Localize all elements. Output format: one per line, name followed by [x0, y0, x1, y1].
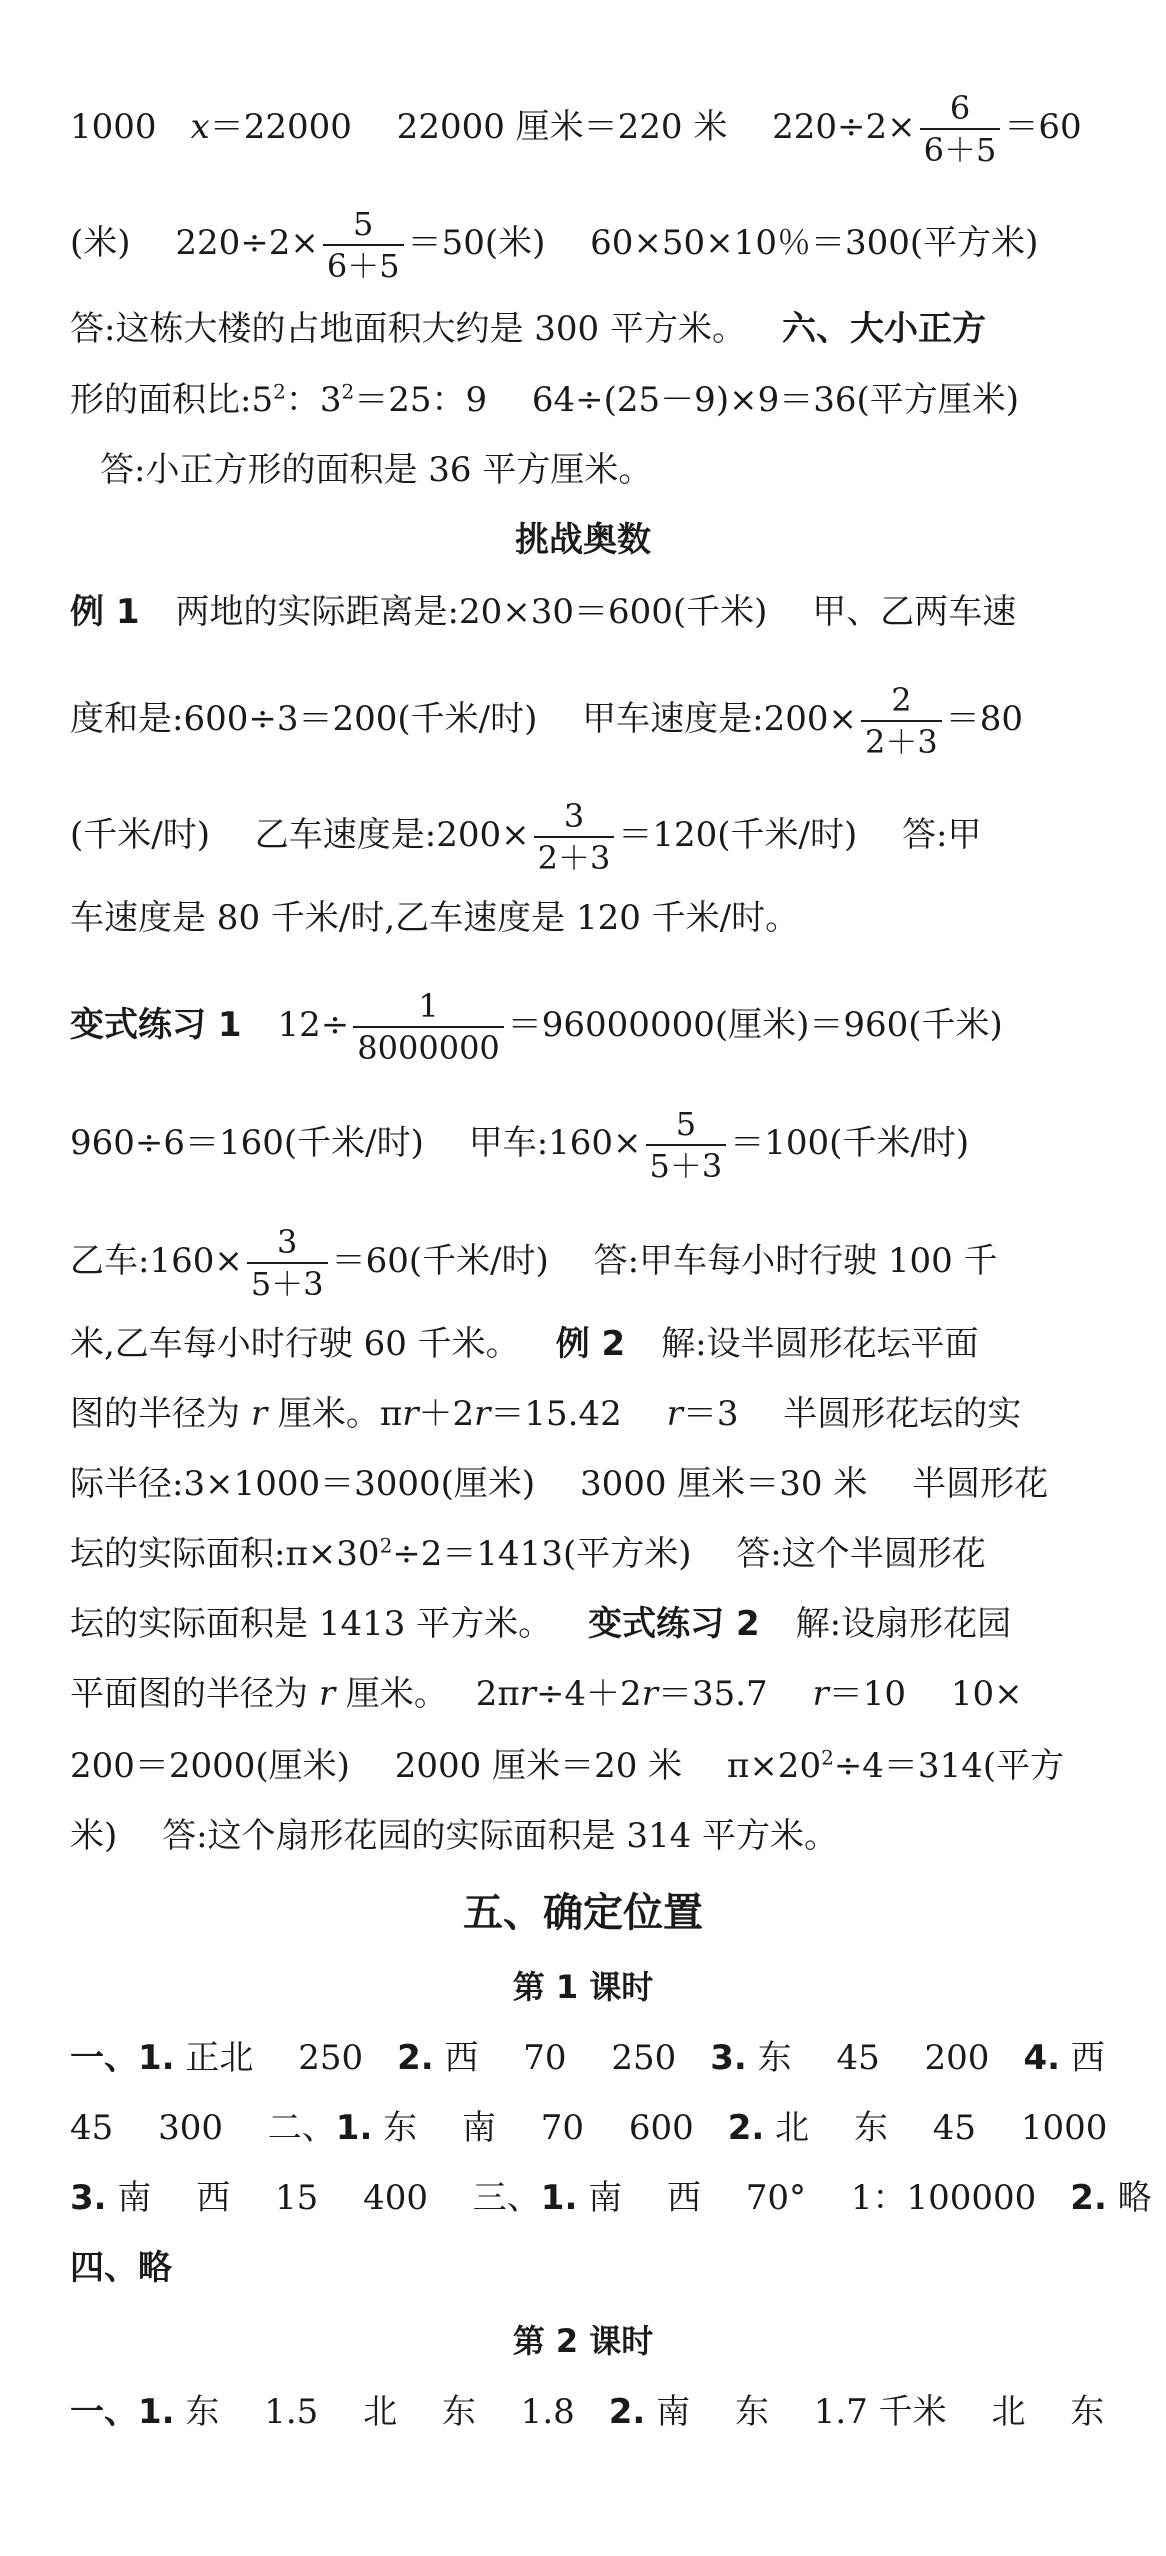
- fraction: [534, 797, 615, 877]
- text: 南 东 1.7 千米 北 东: [645, 2392, 1105, 2432]
- text-line-16: [70, 1532, 1100, 1576]
- variable-r: r: [666, 1394, 683, 1434]
- variable-r: r: [812, 1674, 829, 1714]
- item-number: 1.: [138, 2392, 175, 2432]
- item-number: 4.: [1023, 2038, 1061, 2078]
- variable-x: x: [190, 107, 210, 147]
- variable-r: r: [250, 1394, 268, 1434]
- text-line-22: [70, 2106, 1108, 2150]
- text: 北 东 45 1000: [764, 2108, 1108, 2148]
- item-number: 2.: [727, 2108, 765, 2148]
- denominator: 6＋5: [920, 128, 1001, 166]
- text: ＝60: [1004, 107, 1082, 147]
- text-line-21: [70, 2036, 1105, 2080]
- denominator: 8000000: [353, 1026, 504, 1064]
- text-line-9: [70, 896, 1100, 940]
- text: ÷2＝1413(平方米) 答:这个半圆形花: [392, 1534, 986, 1574]
- text: 际半径:3×1000＝3000(厘米) 3000 厘米＝30 米 半圆形花: [70, 1464, 1049, 1504]
- text: 形的面积比:5: [70, 380, 274, 420]
- text: 东 南 70 600: [372, 2108, 728, 2148]
- denominator: 5＋3: [646, 1144, 727, 1182]
- lesson-heading-1: 第 1 课时: [512, 1968, 654, 2006]
- text: 正北 250: [174, 2038, 398, 2078]
- text-line-18: [70, 1672, 1100, 1716]
- answer-text: 答:这栋大楼的占地面积大约是 300 平方米。: [70, 309, 746, 349]
- text-line-7: [70, 681, 1100, 761]
- text-line-25: [70, 2390, 1105, 2434]
- exponent: 2: [821, 1745, 834, 1770]
- answer-text: 米) 答:这个扇形花园的实际面积是 314 平方米。: [70, 1816, 839, 1856]
- text-line-20: [70, 1814, 1100, 1858]
- section-label: 一、: [70, 2392, 138, 2432]
- text: 平面图的半径为: [70, 1674, 319, 1714]
- text: 米,乙车每小时行驶 60 千米。: [70, 1324, 520, 1364]
- text-line-17: [70, 1602, 1100, 1646]
- text: 西: [1060, 2038, 1105, 2078]
- fraction: [646, 1105, 727, 1185]
- text: 解:设半圆形花坛平面: [661, 1324, 979, 1364]
- denominator: 2＋3: [861, 720, 942, 758]
- section-label: 六、大小正方: [781, 309, 986, 349]
- text: (米) 220÷2×: [70, 223, 319, 263]
- text: 南 西 15 400 三、: [106, 2178, 541, 2218]
- text-line-12: [70, 1223, 1100, 1303]
- chapter-heading: 五、确定位置: [463, 1890, 703, 1936]
- variable-r: r: [318, 1674, 336, 1714]
- text: 厘米。π: [267, 1394, 403, 1434]
- item-number: 2.: [397, 2038, 434, 2078]
- numerator: 1: [418, 987, 439, 1025]
- section-heading-challenge: 挑战奥数: [515, 520, 651, 560]
- text: 东 45 200: [746, 2038, 1024, 2078]
- text-line-3: [70, 307, 1100, 351]
- text: 12÷: [277, 1005, 350, 1045]
- item-number: 3.: [710, 2038, 747, 2078]
- text: 解:设扇形花园: [795, 1604, 1012, 1644]
- text: 乙车:160×: [70, 1241, 243, 1281]
- example-label: 例 2: [555, 1324, 626, 1364]
- text: 南 西 70° 1：100000: [577, 2178, 1071, 2218]
- text-line-5: [100, 448, 1130, 492]
- text: ＝100(千米/时): [730, 1123, 970, 1163]
- variable-r: r: [402, 1394, 419, 1434]
- item-number: 3.: [70, 2178, 107, 2218]
- text: ＝35.7: [657, 1674, 813, 1714]
- denominator: 2＋3: [534, 836, 615, 874]
- text: 45 300 二、: [70, 2108, 336, 2148]
- text: 两地的实际距离是:20×30＝600(千米) 甲、乙两车速: [175, 592, 1017, 632]
- text-line-1: [70, 89, 1100, 169]
- text: ＝60(千米/时) 答:甲车每小时行驶 100 千: [331, 1241, 998, 1281]
- fraction: [247, 1223, 328, 1303]
- text: ＝15.42: [490, 1394, 667, 1434]
- text: ＝50(米) 60×50×10％＝300(平方米): [407, 223, 1039, 263]
- text-line-11: [70, 1105, 1100, 1185]
- text: 略: [1106, 2178, 1152, 2218]
- text-line-8: [70, 797, 1100, 877]
- exponent: 2: [341, 379, 355, 404]
- text: (千米/时) 乙车速度是:200×: [70, 815, 530, 855]
- text-line-6: [70, 590, 1100, 634]
- text: ＝3 半圆形花坛的实: [682, 1394, 1022, 1434]
- fraction: [353, 987, 504, 1067]
- text: 坛的实际面积是 1413 平方米。: [70, 1604, 553, 1644]
- practice-label: 变式练习 2: [588, 1604, 760, 1644]
- exponent: 2: [273, 379, 286, 404]
- section-label: 一、: [70, 2038, 138, 2078]
- item-number: 1.: [138, 2038, 175, 2078]
- text: 度和是:600÷3＝200(千米/时) 甲车速度是:200×: [70, 699, 857, 739]
- item-number: 1.: [335, 2108, 373, 2148]
- numerator: 3: [277, 1223, 298, 1261]
- text-line-4: [70, 378, 1100, 422]
- variable-r: r: [474, 1394, 491, 1434]
- text: 厘米。 2π: [335, 1674, 520, 1714]
- text-line-2: [70, 205, 1100, 285]
- text: ＝120(千米/时) 答:甲: [618, 815, 982, 855]
- section-label: 四、略: [70, 2248, 172, 2288]
- text: ＝80: [945, 699, 1023, 739]
- item-number: 2.: [608, 2392, 646, 2432]
- text: ＋2: [418, 1394, 475, 1434]
- text: 东 1.5 北 东 1.8: [174, 2392, 609, 2432]
- text-line-23: [70, 2176, 1152, 2220]
- text-line-10: [70, 987, 1100, 1067]
- item-number: 1.: [540, 2178, 578, 2218]
- text-line-24: [70, 2246, 1100, 2290]
- text: 960÷6＝160(千米/时) 甲车:160×: [70, 1123, 642, 1163]
- text: 1000: [70, 107, 191, 147]
- numerator: 6: [949, 89, 971, 127]
- text: ＝22000 22000 厘米＝220 米 220÷2×: [209, 107, 916, 147]
- text-line-14: [70, 1392, 1100, 1436]
- lesson-heading-2: 第 2 课时: [512, 2322, 654, 2360]
- variable-r: r: [641, 1674, 658, 1714]
- item-number: 2.: [1070, 2178, 1107, 2218]
- text: 图的半径为: [70, 1394, 251, 1434]
- denominator: 5＋3: [247, 1262, 328, 1300]
- numerator: 5: [675, 1105, 697, 1143]
- text: 200＝2000(厘米) 2000 厘米＝20 米 π×20: [70, 1746, 822, 1786]
- numerator: 3: [563, 797, 585, 835]
- text: ＝96000000(厘米)＝960(千米): [507, 1005, 1003, 1045]
- text: 车速度是 80 千米/时,乙车速度是 120 千米/时。: [70, 898, 800, 938]
- numerator: 2: [891, 681, 912, 719]
- text-line-13: [70, 1322, 1100, 1366]
- denominator: 6＋5: [323, 244, 404, 282]
- practice-label: 变式练习 1: [70, 1005, 242, 1045]
- fraction: [861, 681, 942, 761]
- text: ＝10 10×: [828, 1674, 1023, 1714]
- variable-r: r: [519, 1674, 536, 1714]
- example-label: 例 1: [70, 592, 140, 632]
- fraction: [323, 205, 404, 285]
- text-line-15: [70, 1462, 1100, 1506]
- text: ÷4＋2: [535, 1674, 642, 1714]
- text: ：3: [285, 380, 342, 420]
- exponent: 2: [379, 1533, 393, 1558]
- fraction: [920, 89, 1001, 169]
- text: ÷4＝314(平方: [833, 1746, 1065, 1786]
- text: 西 70 250: [433, 2038, 711, 2078]
- text: 坛的实际面积:π×30: [70, 1534, 380, 1574]
- text-line-19: [70, 1744, 1100, 1788]
- numerator: 5: [353, 205, 374, 243]
- answer-text: 答:小正方形的面积是 36 平方厘米。: [100, 450, 653, 490]
- text: ＝25：9 64÷(25－9)×9＝36(平方厘米): [354, 380, 1019, 420]
